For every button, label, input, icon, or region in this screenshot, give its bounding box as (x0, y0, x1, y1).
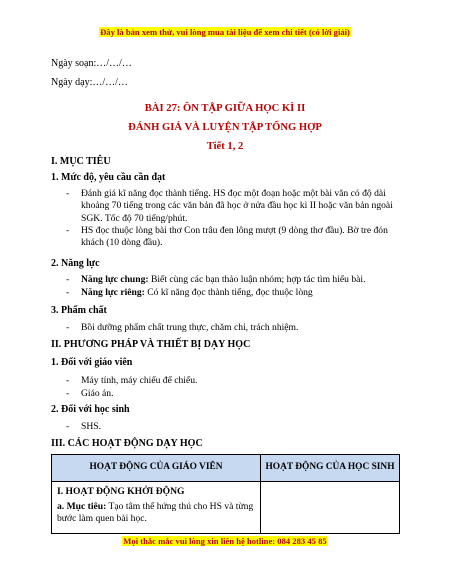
list-item-text: Có kĩ năng đọc thành tiếng, đọc thuộc lòng (144, 287, 313, 298)
list-item (66, 188, 401, 225)
list-item (66, 287, 401, 299)
section-heading-activities: III. CÁC HOẠT ĐỘNG DẠY HỌC (51, 438, 203, 449)
subheading-competence: 2. Năng lực (51, 258, 100, 269)
subheading-qualities: 3. Phẩm chất (51, 305, 107, 316)
lesson-period: Tiết 1, 2 (206, 141, 244, 152)
preview-banner (0, 27, 450, 37)
activities-table (51, 454, 400, 534)
row-goal-label: a. Mục tiêu: (57, 501, 107, 512)
subheading-teacher: 1. Đối với giáo viên (51, 357, 133, 368)
list-item-text: Bồi dưỡng phẩm chất trung thực, chăm chỉ, trách nhiệm. (81, 322, 299, 333)
list-item-text: Biết cùng các bạn thảo luận nhóm; hợp tác tìm hiểu bài. (148, 274, 366, 285)
date-prepare: Ngày soạn:…/…/… (51, 58, 132, 69)
list-item-text: Máy tính, máy chiếu để chiếu. (81, 375, 198, 386)
list-item (66, 322, 401, 334)
column-header-teacher: HOẠT ĐỘNG CỦA GIÁO VIÊN (89, 462, 223, 472)
lesson-title: BÀI 27: ÔN TẬP GIỮA HỌC KÌ II (144, 103, 306, 114)
list-item-text: SHS. (81, 421, 101, 432)
list-item-label: Năng lực chung: (81, 274, 149, 285)
list-item (66, 274, 401, 286)
section-heading-objectives: I. MỤC TIÊU (51, 156, 111, 167)
bullet-dash: - (66, 375, 70, 386)
bullet-dash: - (66, 287, 70, 298)
row-goal (57, 501, 257, 526)
lesson-subtitle: ĐÁNH GIÁ VÀ LUYỆN TẬP TỔNG HỢP (128, 122, 322, 133)
list-item-text: Giáo án. (81, 388, 114, 399)
bullet-dash: - (66, 322, 70, 333)
preview-banner-text: Đây là bản xem thử, vui lòng mua tài liệu để xem chi tiết (có lời giải) (100, 27, 350, 37)
row-heading-warmup: I. HOẠT ĐỘNG KHỞI ĐỘNG (57, 486, 185, 497)
bullet-dash: - (66, 388, 70, 399)
subheading-student: 2. Đối với học sinh (51, 404, 130, 415)
bullet-dash: - (66, 421, 70, 432)
section-heading-methods: II. PHƯƠNG PHÁP VÀ THIẾT BỊ DẠY HỌC (51, 339, 251, 350)
list-item (66, 421, 401, 433)
bullet-dash: - (66, 225, 70, 236)
list-item-label: Năng lực riêng: (81, 287, 145, 298)
date-teach: Ngày dạy:…/…/… (51, 77, 128, 88)
list-item (66, 375, 401, 387)
list-item (66, 388, 401, 400)
subheading-requirements: 1. Mức độ, yêu cầu cần đạt (51, 172, 166, 183)
list-item-text: Đánh giá kĩ năng đọc thành tiếng. HS đọc một đoạn hoặc một bài văn có độ dài khoảng 70 tiếng trong các văn bản đã học ở nửa đầu học kì II hoặc văn bản ngoài SGK. Tốc độ 70 tiếng/phút. (81, 188, 393, 224)
hotline-banner-text: Mọi thắc mắc vui lòng xin liên hệ hotline: 084 283 45 85 (123, 536, 327, 546)
hotline-banner (0, 536, 450, 546)
bullet-dash: - (66, 188, 70, 199)
column-header-student: HOẠT ĐỘNG CỦA HỌC SINH (265, 462, 395, 472)
list-item-text: HS đọc thuộc lòng bài thơ Con trâu đen lông mượt (9 dòng thơ đầu). Bờ tre đón khách (10 dòng đầu). (81, 225, 388, 249)
bullet-dash: - (66, 274, 70, 285)
list-item (66, 225, 401, 250)
row-goal-text: Tạo tâm thế hứng thú cho HS và từng bước làm quen bài học. (57, 501, 254, 525)
